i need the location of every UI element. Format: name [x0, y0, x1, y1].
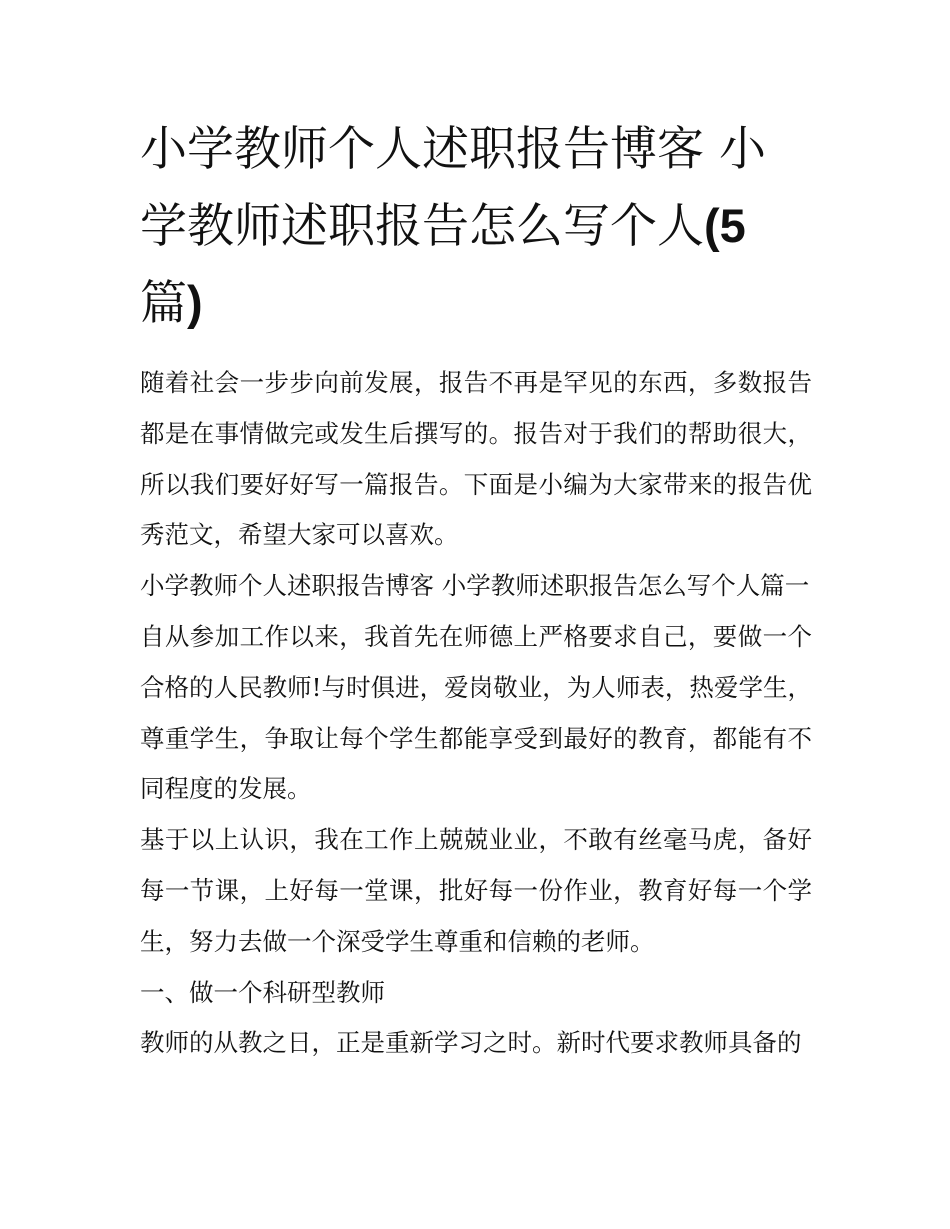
section-heading: 小学教师个人述职报告博客 小学教师述职报告怎么写个人篇一 [140, 571, 810, 601]
title-line-3: 篇 [140, 276, 187, 331]
document-body [140, 358, 812, 1069]
title-line-2: 学教师述职报告怎么写个人 [140, 199, 704, 254]
body-paragraph: 自从参加工作以来，我首先在师德上严格要求自己，要做一个合格的人民教师!与时俱进，爱岗敬业，为人师表，热爱学生，尊重学生，争取让每个学生都能享受到最好的教育，都能有不同程度的发展。 [140, 621, 812, 804]
document-page [140, 112, 812, 1069]
title-line-2-suffix: (5 [704, 199, 746, 252]
body-paragraph: 教师的从教之日，正是重新学习之时。新时代要求教师具备的 [140, 1028, 802, 1058]
intro-paragraph: 随着社会一步步向前发展，报告不再是罕见的东西，多数报告都是在事情做完或发生后撰写的。报告对于我们的帮助很大，所以我们要好好写一篇报告。下面是小编为大家带来的报告优秀范文，希望大家可以喜欢。 [140, 368, 812, 550]
title-line-3-suffix: ) [187, 276, 203, 329]
document-title [140, 112, 812, 342]
title-line-1: 小学教师个人述职报告博客 小 [140, 122, 766, 177]
body-paragraph: 基于以上认识，我在工作上兢兢业业，不敢有丝毫马虎，备好每一节课，上好每一堂课，批好每一份作业，教育好每一个学生，努力去做一个深受学生尊重和信赖的老师。 [140, 825, 812, 956]
subsection-heading: 一、做一个科研型教师 [140, 977, 385, 1007]
